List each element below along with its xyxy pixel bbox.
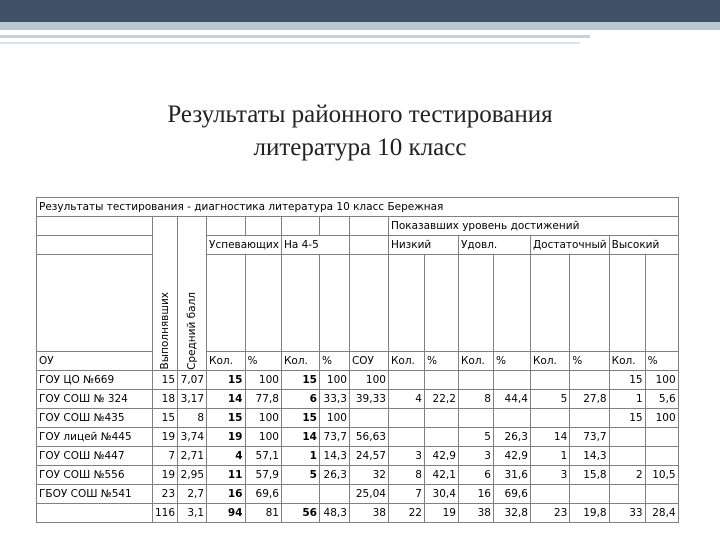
cell-h-p [645, 447, 678, 466]
cell-l-p: 42,1 [424, 466, 458, 485]
header-low-pct: % [424, 352, 458, 371]
cell-l-n [388, 371, 424, 390]
cell-took: 18 [153, 390, 178, 409]
cell-d-p [570, 371, 609, 390]
cell-s-p: 57,1 [245, 447, 281, 466]
cell-d-n [530, 409, 569, 428]
cell-avg: 7,07 [178, 371, 207, 390]
cell-school [37, 504, 153, 523]
cell-l-n: 8 [388, 466, 424, 485]
cell-s-p: 100 [245, 371, 281, 390]
cell-d-n: 1 [530, 447, 569, 466]
table-row-total [37, 504, 679, 523]
table-row [37, 371, 679, 390]
slide-accent-line [0, 35, 590, 38]
cell-g-n: 15 [281, 371, 319, 390]
cell-took: 15 [153, 371, 178, 390]
cell-l-n [388, 428, 424, 447]
cell-avg: 3,17 [178, 390, 207, 409]
cell-avg: 2,95 [178, 466, 207, 485]
cell-u-p: 42,9 [493, 447, 530, 466]
cell-avg: 3,74 [178, 428, 207, 447]
cell-d-p: 73,7 [570, 428, 609, 447]
cell-l-n [388, 409, 424, 428]
cell-l-n: 22 [388, 504, 424, 523]
cell-sou: 24,57 [349, 447, 388, 466]
header-school: ОУ [37, 352, 153, 371]
header-sou: СОУ [349, 352, 388, 371]
table-row [37, 466, 679, 485]
table-row [37, 447, 679, 466]
cell-h-n: 15 [609, 409, 645, 428]
cell-u-p: 31,6 [493, 466, 530, 485]
header-high-count: Кол. [609, 352, 645, 371]
header-level-low: Низкий [388, 236, 458, 255]
cell-s-n: 16 [207, 485, 245, 504]
cell-h-n: 15 [609, 371, 645, 390]
cell-s-p: 81 [245, 504, 281, 523]
cell-g-p: 73,7 [319, 428, 349, 447]
cell-sou: 32 [349, 466, 388, 485]
header-level-high: Высокий [609, 236, 678, 255]
cell-school: ГОУ СОШ №435 [37, 409, 153, 428]
cell-d-p: 27,8 [570, 390, 609, 409]
cell-h-p [645, 428, 678, 447]
cell-u-n: 6 [458, 466, 493, 485]
cell-s-p: 100 [245, 428, 281, 447]
cell-sou: 39,33 [349, 390, 388, 409]
cell-d-n: 23 [530, 504, 569, 523]
cell-s-p: 100 [245, 409, 281, 428]
cell-l-p [424, 409, 458, 428]
slide-title [0, 98, 720, 164]
header-suf-count: Кол. [530, 352, 569, 371]
cell-u-n: 38 [458, 504, 493, 523]
header-suf-pct: % [570, 352, 609, 371]
cell-l-p [424, 371, 458, 390]
cell-sou: 56,63 [349, 428, 388, 447]
cell-h-p: 100 [645, 409, 678, 428]
cell-h-p [645, 485, 678, 504]
slide-accent-line-thin [0, 42, 580, 44]
table-row [37, 409, 679, 428]
cell-h-p: 28,4 [645, 504, 678, 523]
cell-s-n: 15 [207, 409, 245, 428]
cell-s-n: 19 [207, 428, 245, 447]
cell-g-n: 14 [281, 428, 319, 447]
cell-h-p: 100 [645, 371, 678, 390]
cell-took: 19 [153, 428, 178, 447]
cell-school: ГОУ СОШ №447 [37, 447, 153, 466]
cell-u-p: 69,6 [493, 485, 530, 504]
cell-u-n: 5 [458, 428, 493, 447]
cell-avg: 8 [178, 409, 207, 428]
slide-title-line-1: Результаты районного тестирования [167, 101, 553, 128]
cell-g-p: 33,3 [319, 390, 349, 409]
cell-s-n: 11 [207, 466, 245, 485]
cell-h-n [609, 428, 645, 447]
cell-g-n: 1 [281, 447, 319, 466]
cell-g-p: 100 [319, 371, 349, 390]
cell-sou: 25,04 [349, 485, 388, 504]
cell-sou: 100 [349, 371, 388, 390]
cell-g-p: 100 [319, 409, 349, 428]
cell-h-n [609, 447, 645, 466]
cell-h-n: 33 [609, 504, 645, 523]
header-level-sufficient: Достаточный [530, 236, 609, 255]
cell-u-p: 32,8 [493, 504, 530, 523]
cell-school: ГОУ лицей №445 [37, 428, 153, 447]
cell-avg: 2,71 [178, 447, 207, 466]
table-row [37, 428, 679, 447]
cell-school: ГОУ СОШ № 324 [37, 390, 153, 409]
cell-u-n: 16 [458, 485, 493, 504]
cell-d-n: 3 [530, 466, 569, 485]
cell-s-n: 4 [207, 447, 245, 466]
cell-u-n [458, 371, 493, 390]
table-caption: Результаты тестирования - диагностика литература 10 класс Бережная [37, 198, 679, 217]
table-row [37, 485, 679, 504]
cell-s-n: 15 [207, 371, 245, 390]
header-success-pct: % [245, 352, 281, 371]
cell-h-n [609, 485, 645, 504]
header-sat-count: Кол. [458, 352, 493, 371]
cell-avg: 3,1 [178, 504, 207, 523]
header-high-pct: % [645, 352, 678, 371]
cell-g-n: 5 [281, 466, 319, 485]
cell-d-n [530, 371, 569, 390]
cell-u-p: 26,3 [493, 428, 530, 447]
header-achievement-levels: Показавших уровень достижений [388, 217, 678, 236]
cell-took: 15 [153, 409, 178, 428]
cell-l-n: 7 [388, 485, 424, 504]
results-table [36, 197, 679, 523]
cell-d-n: 14 [530, 428, 569, 447]
cell-school: ГОУ СОШ №556 [37, 466, 153, 485]
cell-s-n: 94 [207, 504, 245, 523]
cell-g-n: 56 [281, 504, 319, 523]
cell-l-p [424, 428, 458, 447]
cell-g-n: 6 [281, 390, 319, 409]
header-sat-pct: % [493, 352, 530, 371]
slide-top-bar [0, 0, 720, 22]
cell-s-p: 77,8 [245, 390, 281, 409]
cell-sou [349, 409, 388, 428]
cell-g-n [281, 485, 319, 504]
cell-took: 7 [153, 447, 178, 466]
cell-u-p: 44,4 [493, 390, 530, 409]
cell-l-p: 22,2 [424, 390, 458, 409]
table-row [37, 390, 679, 409]
cell-d-n [530, 485, 569, 504]
cell-u-n: 3 [458, 447, 493, 466]
header-took: Выполнявших [153, 217, 178, 371]
cell-took: 23 [153, 485, 178, 504]
cell-g-p: 48,3 [319, 504, 349, 523]
cell-g-p: 26,3 [319, 466, 349, 485]
header-avg-score: Средний балл [178, 217, 207, 371]
cell-l-n: 4 [388, 390, 424, 409]
cell-s-n: 14 [207, 390, 245, 409]
slide-top-band [0, 22, 720, 30]
cell-g-n: 15 [281, 409, 319, 428]
cell-l-n: 3 [388, 447, 424, 466]
cell-took: 116 [153, 504, 178, 523]
cell-g-p: 14,3 [319, 447, 349, 466]
header-grade-4-5: На 4-5 [281, 236, 349, 255]
slide-title-line-2: литература 10 класс [253, 134, 467, 161]
cell-u-n [458, 409, 493, 428]
header-grade-count: Кол. [281, 352, 319, 371]
cell-l-p: 30,4 [424, 485, 458, 504]
results-spreadsheet [36, 197, 679, 523]
cell-s-p: 69,6 [245, 485, 281, 504]
cell-h-n: 2 [609, 466, 645, 485]
header-success-count: Кол. [207, 352, 245, 371]
cell-sou: 38 [349, 504, 388, 523]
cell-h-n: 1 [609, 390, 645, 409]
cell-u-p [493, 409, 530, 428]
header-success: Успевающих [207, 236, 282, 255]
cell-d-n: 5 [530, 390, 569, 409]
cell-d-p: 14,3 [570, 447, 609, 466]
cell-l-p: 19 [424, 504, 458, 523]
cell-s-p: 57,9 [245, 466, 281, 485]
cell-d-p [570, 485, 609, 504]
cell-school: ГОУ ЦО №669 [37, 371, 153, 390]
cell-l-p: 42,9 [424, 447, 458, 466]
cell-u-p [493, 371, 530, 390]
cell-h-p: 5,6 [645, 390, 678, 409]
header-low-count: Кол. [388, 352, 424, 371]
cell-took: 19 [153, 466, 178, 485]
cell-h-p: 10,5 [645, 466, 678, 485]
cell-d-p: 19,8 [570, 504, 609, 523]
header-grade-pct: % [319, 352, 349, 371]
cell-avg: 2,7 [178, 485, 207, 504]
cell-d-p [570, 409, 609, 428]
header-level-satisfactory: Удовл. [458, 236, 530, 255]
cell-d-p: 15,8 [570, 466, 609, 485]
cell-g-p [319, 485, 349, 504]
cell-school: ГБОУ СОШ №541 [37, 485, 153, 504]
cell-u-n: 8 [458, 390, 493, 409]
